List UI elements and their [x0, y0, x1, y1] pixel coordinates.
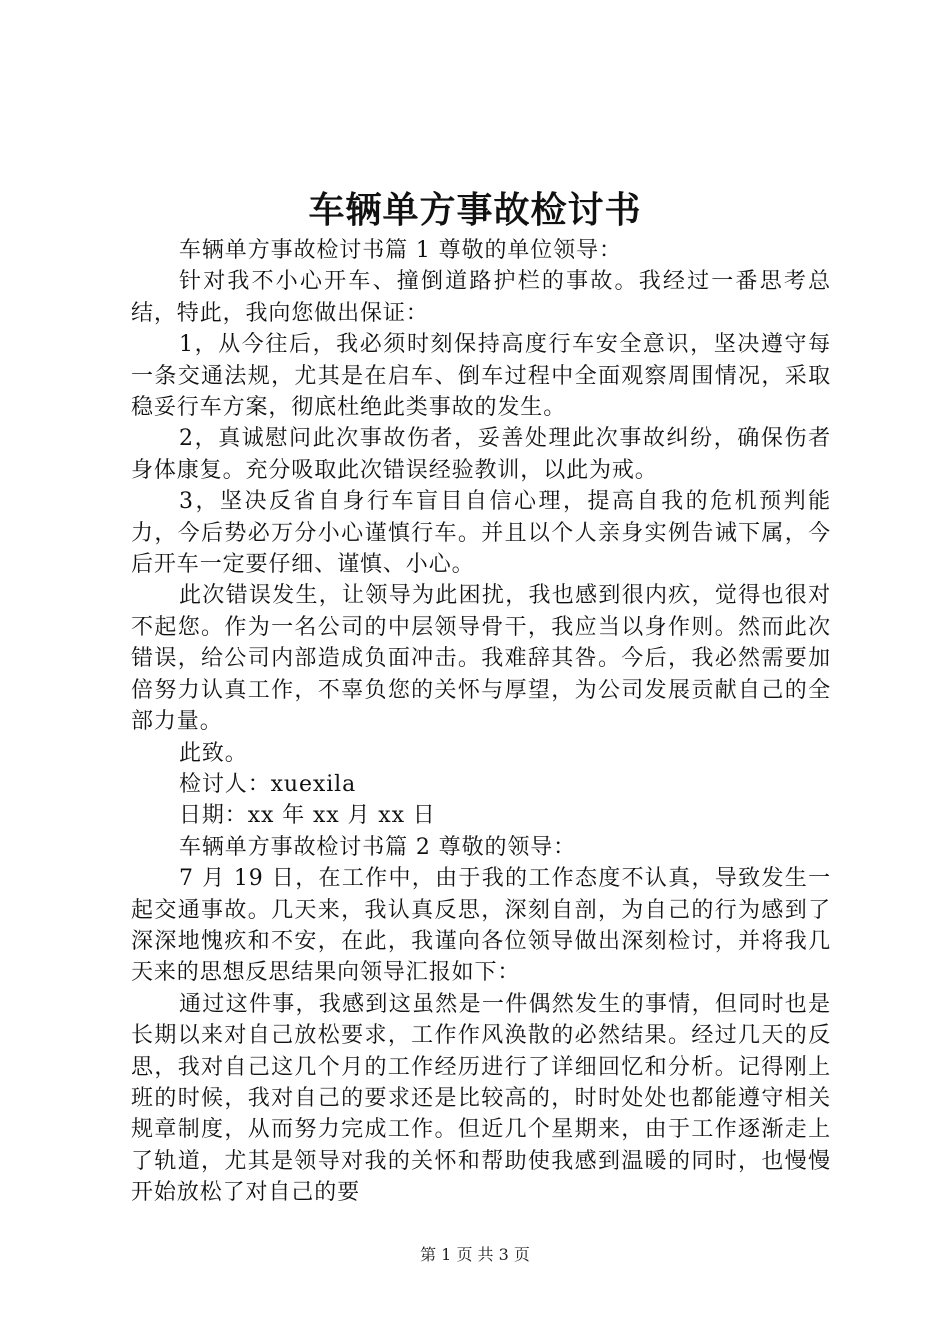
paragraph: 通过这件事，我感到这虽然是一件偶然发生的事情，但同时也是长期以来对自己放松要求，工作作风涣散的必然结果。经过几天的反思，我对自己这几个月的工作经历进行了详细回忆和分析。记得刚上班的时候，我对自己的要求还是比较高的，时时处处也都能遵守相关规章制度，从而努力完成工作。但近几个星期来，由于工作逐渐走上了轨道，尤其是领导对我的关怀和帮助使我感到温暖的同时，也慢慢开始放松了对自己的要 [131, 991, 831, 1206]
document-title: 车辆单方事故检讨书 [308, 189, 642, 231]
signature-line: 检讨人：xuexila [179, 771, 357, 797]
date-line: 日期：xx 年 xx 月 xx 日 [179, 803, 436, 829]
paragraph: 车辆单方事故检讨书篇 2 尊敬的领导： [179, 834, 577, 860]
document-body [131, 235, 831, 1209]
paragraph: 车辆单方事故检讨书篇 1 尊敬的单位领导： [179, 238, 622, 263]
paragraph: 1，从今往后，我必须时刻保持高度行车安全意识，坚决遵守每一条交通法规，尤其是在启车、倒车过程中全面观察周围情况，采取稳妥行车方案，彻底杜绝此类事故的发生。 [131, 332, 831, 421]
paragraph: 3，坚决反省自身行车盲目自信心理，提高自我的危机预判能力，今后势必万分小心谨慎行车。并且以个人亲身实例告诫下属，今后开车一定要仔细、谨慎、小心。 [131, 489, 831, 578]
closing-line: 此致。 [179, 740, 248, 766]
paragraph: 7 月 19 日，在工作中，由于我的工作态度不认真，导致发生一起交通事故。几天来，我认真反思，深刻自剖，为自己的行为感到了深深地愧疚和不安，在此，我谨向各位领导做出深刻检讨，并将我几天来的思想反思结果向领导汇报如下： [131, 866, 831, 986]
paragraph: 2，真诚慰问此次事故伤者，妥善处理此次事故纠纷，确保伤者身体康复。充分吸取此次错误经验教训，以此为戒。 [131, 426, 831, 483]
paragraph: 此次错误发生，让领导为此困扰，我也感到很内疚，觉得也很对不起您。作为一名公司的中层领导骨干，我应当以身作则。然而此次错误，给公司内部造成负面冲击。我难辞其咎。今后，我必然需要加倍努力认真工作，不辜负您的关怀与厚望，为公司发展贡献自己的全部力量。 [131, 583, 831, 735]
paragraph: 针对我不小心开车、撞倒道路护栏的事故。我经过一番思考总结，特此，我向您做出保证： [131, 269, 831, 326]
page-footer: 第 1 页 共 3 页 [420, 1245, 530, 1264]
